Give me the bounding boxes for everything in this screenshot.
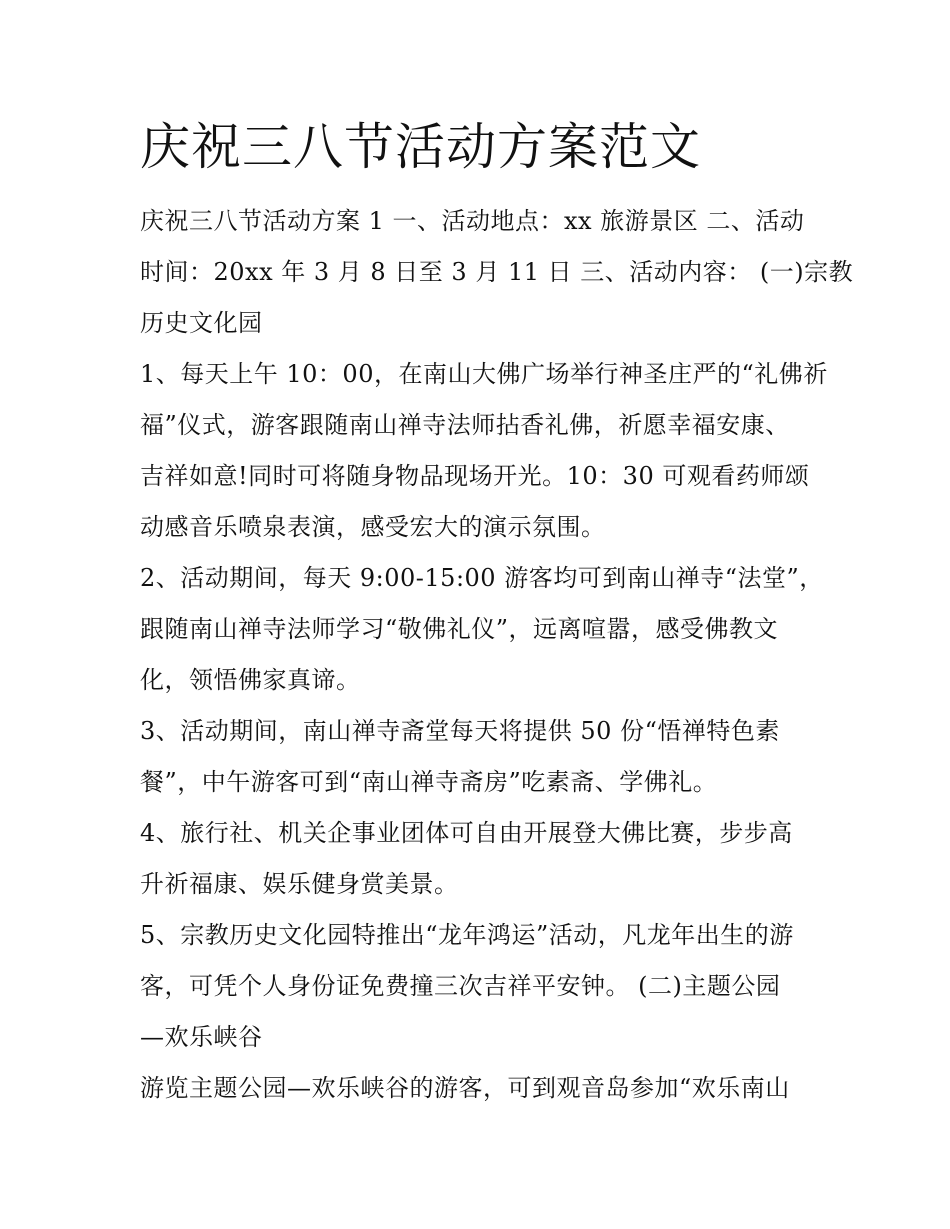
document-title: 庆祝三八节活动方案范文 [140, 118, 701, 176]
body-line: 福”仪式，游客跟随南山禅寺法师拈香礼佛，祈愿幸福安康、 [140, 411, 790, 439]
body-line: 跟随南山禅寺法师学习“敬佛礼仪”，远离喧嚣，感受佛教文 [140, 615, 779, 643]
body-line: 动感音乐喷泉表演，感受宏大的演示氛围。 [140, 513, 606, 541]
body-line: 1、每天上午 10：00，在南山大佛广场举行神圣庄严的“礼佛祈 [140, 360, 828, 388]
body-line: 时间：20xx 年 3 月 8 日至 3 月 11 日 三、活动内容： (一)宗教 [140, 258, 854, 286]
body-line: 游览主题公园—欢乐峡谷的游客，可到观音岛参加“欢乐南山 [140, 1074, 790, 1102]
body-line: 5、宗教历史文化园特推出“龙年鸿运”活动，凡龙年出生的游 [140, 921, 794, 949]
body-line: 3、活动期间，南山禅寺斋堂每天将提供 50 份“悟禅特色素 [140, 717, 780, 745]
body-line: —欢乐峡谷 [140, 1023, 263, 1051]
body-line: 客，可凭个人身份证免费撞三次吉祥平安钟。 (二)主题公园 [140, 972, 781, 1000]
body-line: 历史文化园 [140, 309, 263, 337]
body-line: 升祈福康、娱乐健身赏美景。 [140, 870, 459, 898]
body-line: 化，领悟佛家真谛。 [140, 666, 361, 694]
body-line: 吉祥如意!同时可将随身物品现场开光。10：30 可观看药师颂 [140, 462, 810, 490]
body-line: 2、活动期间，每天 9:00-15:00 游客均可到南山禅寺“法堂”， [140, 564, 824, 592]
body-line: 庆祝三八节活动方案 1 一、活动地点：xx 旅游景区 二、活动 [140, 207, 805, 235]
body-line: 4、旅行社、机关企事业团体可自由开展登大佛比赛，步步高 [140, 819, 793, 847]
body-line: 餐”，中午游客可到“南山禅寺斋房”吃素斋、学佛礼。 [140, 768, 718, 796]
document-body [140, 196, 854, 1114]
